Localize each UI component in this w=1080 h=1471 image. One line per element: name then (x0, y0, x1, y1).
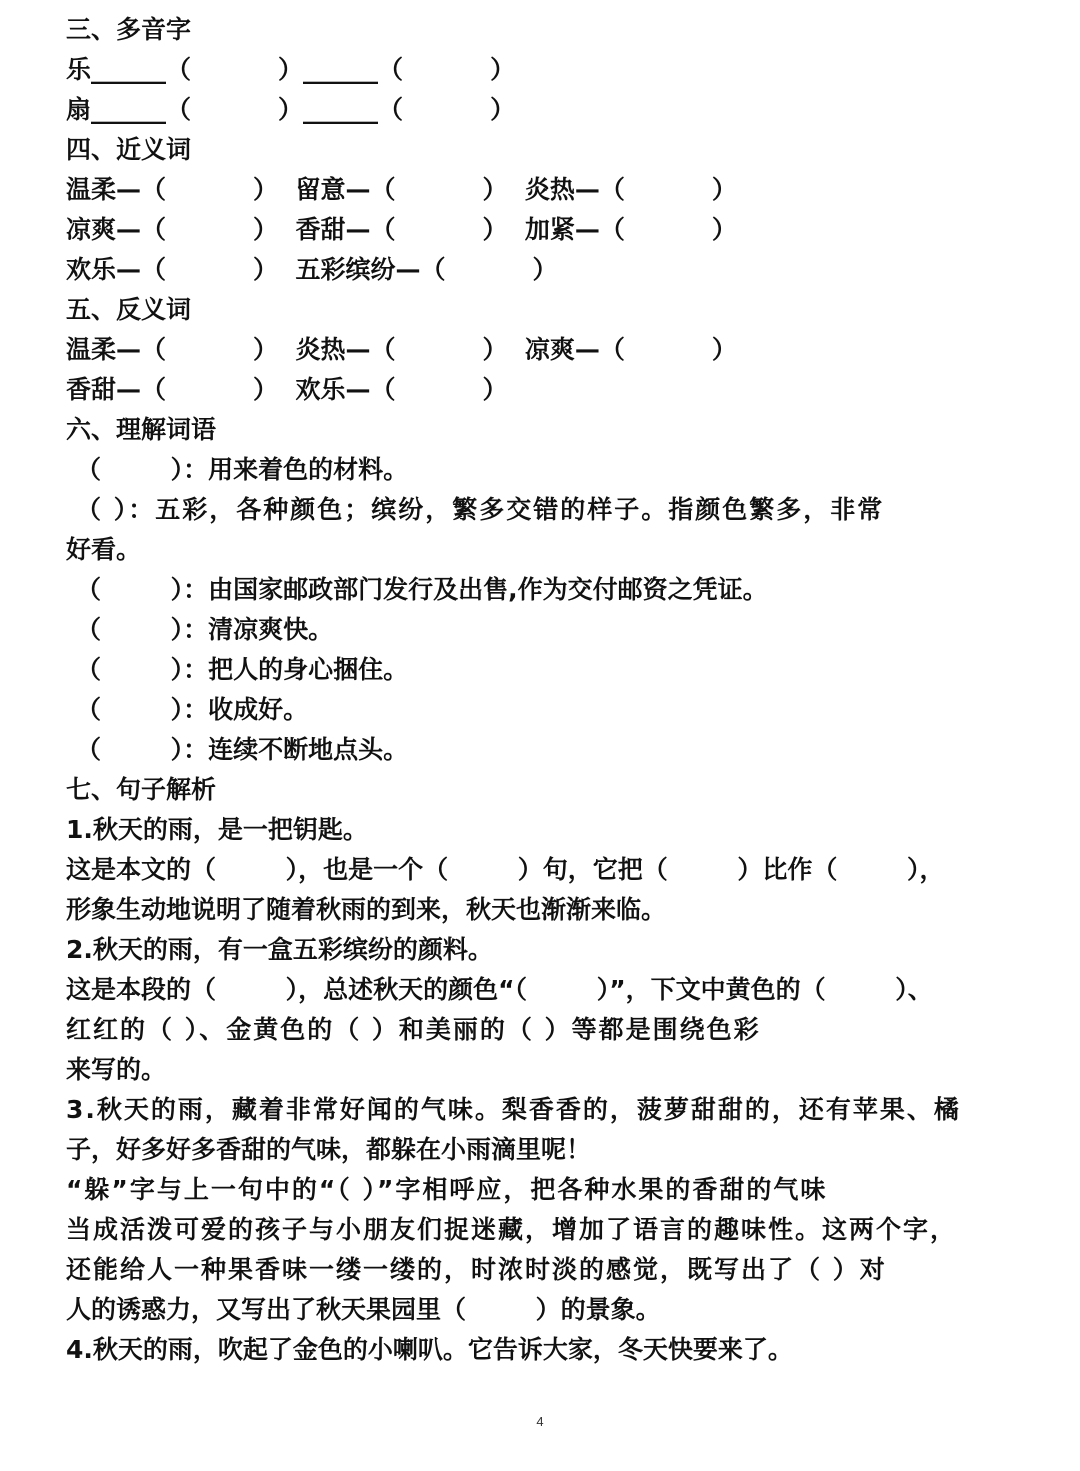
analysis-text: 还能给人一种果香味一缕一缕的，时浓时淡的感觉，既写出了（ ）对 (66, 1255, 887, 1284)
section-heading-polyphones: 三、多音字 (66, 15, 192, 44)
section-heading-synonyms: 四、近义词 (66, 135, 192, 164)
analysis-text: 当成活泼可爱的孩子与小朋友们捉迷藏，增加了语言的趣味性。这两个字， (66, 1215, 958, 1244)
synonym-row: 温柔—（ ） 留意—（ ） 炎热—（ ） (66, 175, 737, 204)
definition-item: （ ）：由国家邮政部门发行及出售,作为交付邮资之凭证。 (76, 575, 768, 604)
definition-item: （ ）：清凉爽快。 (76, 615, 334, 644)
analysis-text: 人的诱惑力，又写出了秋天果园里（ ）的景象。 (66, 1295, 661, 1324)
polyphone-row: 乐______（ ）______（ ） (66, 55, 516, 84)
sentence-3-continuation: 子，好多好多香甜的气味，都躲在小雨滴里呢！ (66, 1135, 592, 1164)
section-heading-antonyms: 五、反义词 (66, 295, 192, 324)
definition-item: （ ）：五彩，各种颜色；缤纷，繁多交错的样子。指颜色繁多，非常 (76, 495, 885, 524)
definition-item: （ ）：用来着色的材料。 (76, 455, 409, 484)
analysis-text: 这是本文的（ ），也是一个（ ）句，它把（ ）比作（ ）， (66, 855, 945, 884)
definition-item: （ ）：连续不断地点头。 (76, 735, 409, 764)
synonym-row: 凉爽—（ ） 香甜—（ ） 加紧—（ ） (66, 215, 737, 244)
definition-item: （ ）：把人的身心捆住。 (76, 655, 409, 684)
analysis-text: 形象生动地说明了随着秋雨的到来，秋天也渐渐来临。 (66, 895, 667, 924)
analysis-text: 来写的。 (66, 1055, 167, 1084)
sentence-2: 2.秋天的雨，有一盒五彩缤纷的颜料。 (66, 935, 493, 964)
definition-continuation: 好看。 (66, 535, 142, 564)
page-number: 4 (536, 1414, 544, 1429)
polyphone-row: 扇______（ ）______（ ） (66, 95, 516, 124)
synonym-row: 欢乐—（ ） 五彩缤纷—（ ） (66, 255, 558, 284)
analysis-text: “躲”字与上一句中的“（ ）”字相呼应，把各种水果的香甜的气味 (66, 1175, 828, 1204)
antonym-row: 香甜—（ ） 欢乐—（ ） (66, 375, 508, 404)
section-heading-word-meaning: 六、理解词语 (66, 415, 217, 444)
sentence-4: 4.秋天的雨，吹起了金色的小喇叭。它告诉大家，冬天快要来了。 (66, 1335, 793, 1364)
sentence-3: 3.秋天的雨，藏着非常好闻的气味。梨香香的，菠萝甜甜的，还有苹果、橘 (66, 1095, 961, 1124)
analysis-text: 红红的（ ）、金黄色的（ ）和美丽的（ ）等都是围绕色彩 (66, 1015, 761, 1044)
analysis-text: 这是本段的（ ），总述秋天的颜色“（ ）”，下文中黄色的（ ）、 (66, 975, 933, 1004)
sentence-1: 1.秋天的雨，是一把钥匙。 (66, 815, 368, 844)
antonym-row: 温柔—（ ） 炎热—（ ） 凉爽—（ ） (66, 335, 737, 364)
definition-item: （ ）：收成好。 (76, 695, 309, 724)
section-heading-sentence-analysis: 七、句子解析 (66, 775, 217, 804)
